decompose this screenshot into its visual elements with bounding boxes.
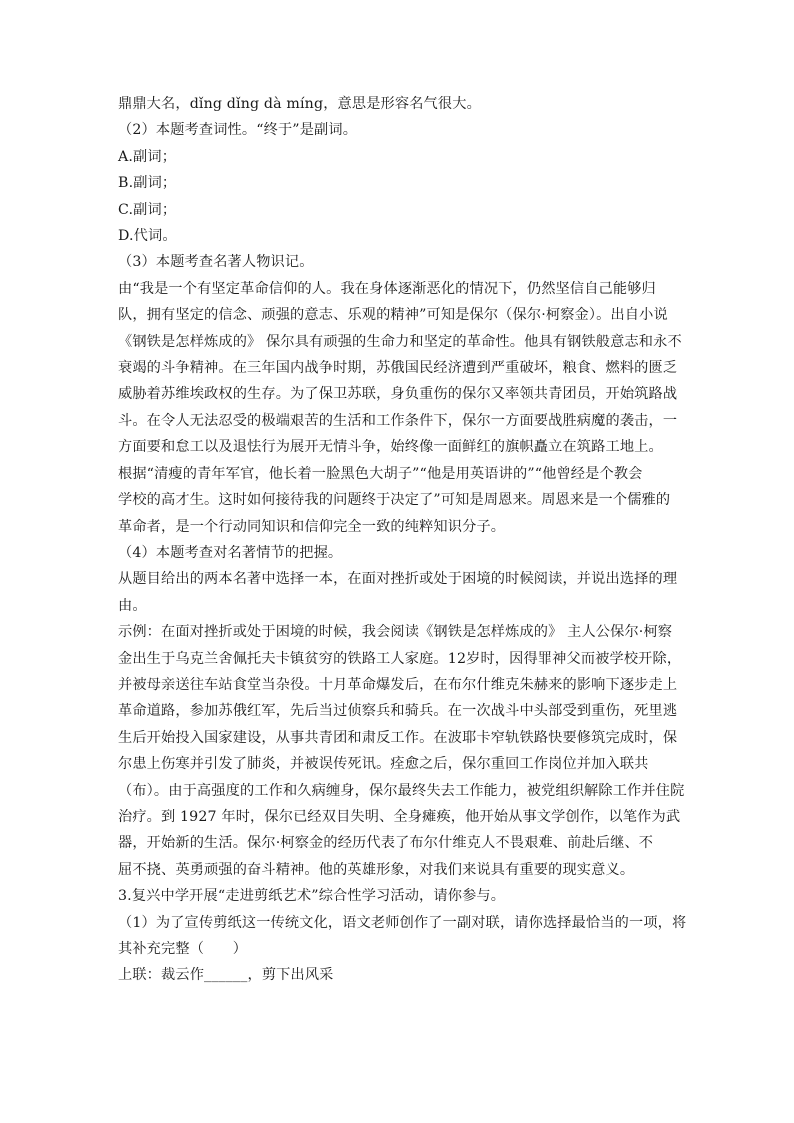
text-line: 威胁着苏维埃政权的生存。为了保卫苏联，身负重伤的保尔又率领共青团员，开始筑路战 [118,386,678,403]
text-line: （2）本题考查词性。“终于”是副词。 [118,122,358,139]
text-line: 尔患上伤寒并引发了肺炎，并被误传死讯。痊愈之后，保尔重回工作岗位并加入联共 [118,756,649,773]
text-line: B.副词； [118,175,177,192]
text-line: 器，开始新的生活。保尔·柯察金的经历代表了布尔什维克人不畏艰难、前赴后继、不 [118,835,654,852]
text-line: 其补充完整（ ） [118,941,248,957]
text-line: C.副词； [118,201,177,218]
text-line: 由。 [118,597,147,614]
text-line: 屈不挠、英勇顽强的奋斗精神。他的英雄形象，对我们来说具有重要的现实意义。 [118,861,635,878]
text-line: 治疗。到 1927 年时，保尔已经双目失明、全身瘫痪，他开始从事文学创作，以笔作为武 [118,808,681,825]
text-line: 斗。在令人无法忍受的极端艰苦的生活和工作条件下，保尔一方面要战胜病魔的袭击，一 [118,412,678,429]
text-line: 《钢铁是怎样炼成的》 保尔具有顽强的生命力和坚定的革命性。他具有钢铁般意志和永不 [118,333,682,350]
text-line: （1）为了宣传剪纸这一传统文化，语文老师创作了一副对联，请你选择最恰当的一项，将 [118,914,687,931]
text-line: A.副词； [118,148,177,165]
text-line: 方面要和怠工以及退怯行为展开无情斗争，始终像一面鲜红的旗帜矗立在筑路工地上。 [118,439,663,456]
text-line: 根据“清瘦的青年军官，他长着一脸黑色大胡子”“他是用英语讲的”“他曾经是个教会 [118,465,643,482]
text-line: 衰竭的斗争精神。在三年国内战争时期，苏俄国民经济遭到严重破坏，粮食、燃料的匮乏 [118,360,678,377]
text-line: （布）。由于高强度的工作和久病缠身，保尔最终失去工作能力，被党组织解除工作并住院 [118,782,685,799]
text-line: 并被母亲送往车站食堂当杂役。十月革命爆发后，在布尔什维克朱赫来的影响下逐步走上 [118,676,678,693]
text-line: （3）本题考查名著人物识记。 [118,254,314,271]
text-line: 3.复兴中学开展“走进剪纸艺术”综合性学习活动，请你参与。 [118,888,506,905]
text-line: 学校的高才生。这时如何接待我的问题终于决定了”可知是周恩来。周恩来是一个儒雅的 [118,492,671,509]
text-line: 金出生于乌克兰舍佩托夫卡镇贫穷的铁路工人家庭。12岁时，因得罪神父而被学校开除， [118,650,682,667]
text-line: 鼎鼎大名，dǐng dǐng dà míng，意思是形容名气很大。 [118,96,481,112]
text-line: 上联：裁云作______，剪下出风采 [118,967,334,984]
text-line: 由“我是一个有坚定革命信仰的人。我在身体逐渐恶化的情况下，仍然坚信自己能够归 [118,280,656,297]
text-line: 队，拥有坚定的信念、顽强的意志、乐观的精神”可知是保尔（保尔·柯察金）。出自小说 [118,307,668,324]
text-line: 革命者，是一个行动同知识和信仰完全一致的纯粹知识分子。 [118,518,506,535]
text-line: 从题目给出的两本名著中选择一本，在面对挫折或处于困境的时候阅读，并说出选择的理 [118,571,678,588]
text-line: 生后开始投入国家建设，从事共青团和肃反工作。在波耶卡窄轨铁路快要修筑完成时，保 [118,729,678,746]
document-body [118,91,687,989]
text-line: 示例：在面对挫折或处于困境的时候，我会阅读《钢铁是怎样炼成的》 主人公保尔·柯察 [118,624,673,641]
text-line: D.代词。 [118,228,177,245]
text-line: （4）本题考查对名著情节的把握。 [118,544,343,561]
text-line: 革命道路，参加苏俄红军，先后当过侦察兵和骑兵。在一次战斗中头部受到重伤，死里逃 [118,703,678,720]
